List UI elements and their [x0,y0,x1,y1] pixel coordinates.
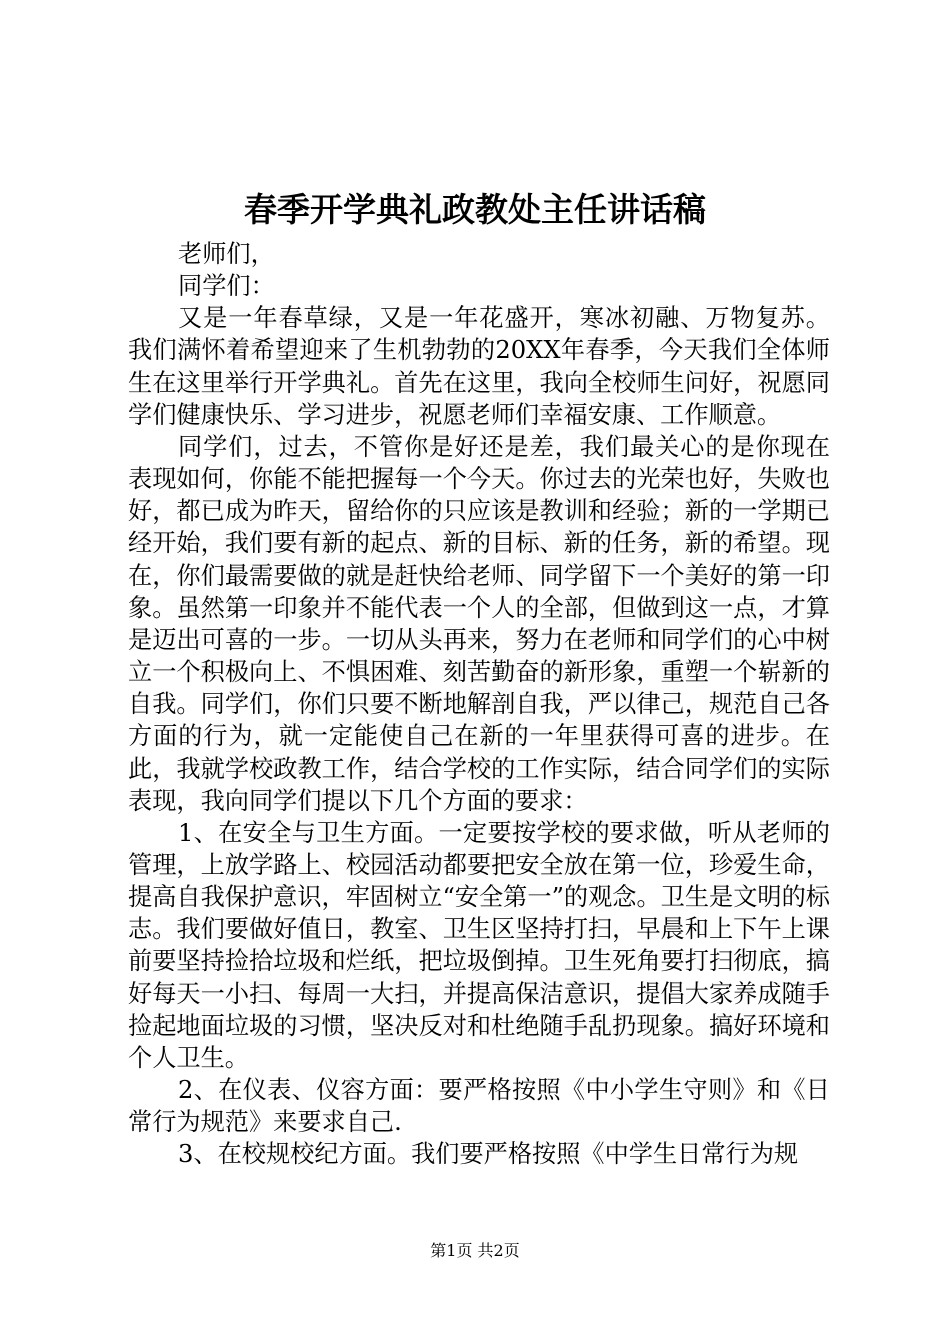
greeting-teachers: 老师们， [178,240,275,268]
paragraph-expectations: 同学们，过去，不管你是好还是差，我们最关心的是你现在表现如何，你能不能把握每一个今天。你过去的光荣也好，失败也好，都已成为昨天，留给你的只应该是教训和经验；新的一学期已经开始，我们要有新的起点、新的目标、新的任务，新的希望。现在，你们最需要做的就是赶快给老师、同学留下一个美好的第一印象。虽然第一印象并不能代表一个人的全部，但做到这一点，才算是迈出可喜的一步。一切从头再来，努力在老师和同学们的心中树立一个积极向上、不惧困难、刻苦勤奋的新形象，重塑一个崭新的自我。同学们，你们只要不断地解剖自我，严以律己，规范自己各方面的行为，就一定能使自己在新的一年里获得可喜的进步。在此，我就学校政教工作，结合学校的工作实际，结合同学们的实际表现，我向同学们提以下几个方面的要求： [128,432,830,815]
paragraph-discipline: 3、在校规校纪方面。我们要严格按照《中学生日常行为规 [178,1140,799,1169]
paragraph-safety-hygiene: 1、在安全与卫生方面。一定要按学校的要求做，听从老师的管理，上放学路上、校园活动都要把安全放在第一位，珍爱生命，提高自我保护意识，牢固树立“安全第一”的观念。卫生是文明的标志。我们要做好值日，教室、卫生区坚持打扫，早晨和上下午上课前要坚持捡拾垃圾和烂纸，把垃圾倒掉。卫生死角要打扫彻底，搞好每天一小扫、每周一大扫，并提高保洁意识，提倡大家养成随手捡起地面垃圾的习惯，坚决反对和杜绝随手乱扔现象。搞好环境和个人卫生。 [128,818,830,1072]
page-number-footer: 第1页 共2页 [430,1241,520,1260]
paragraph-appearance: 2、在仪表、仪容方面：要严格按照《中小学生守则》和《日常行为规范》来要求自己. [128,1076,830,1137]
document-body [128,238,830,1171]
greeting-students: 同学们： [178,272,275,301]
document-title: 春季开学典礼政教处主任讲话稿 [244,190,706,229]
paragraph-opening: 又是一年春草绿，又是一年花盛开，寒冰初融、万物复苏。我们满怀着希望迎来了生机勃勃的20XX年春季，今天我们全体师生在这里举行开学典礼。首先在这里，我向全校师生问好，祝愿同学们健康快乐、学习进步，祝愿老师们幸福安康、工作顺意。 [128,304,830,429]
